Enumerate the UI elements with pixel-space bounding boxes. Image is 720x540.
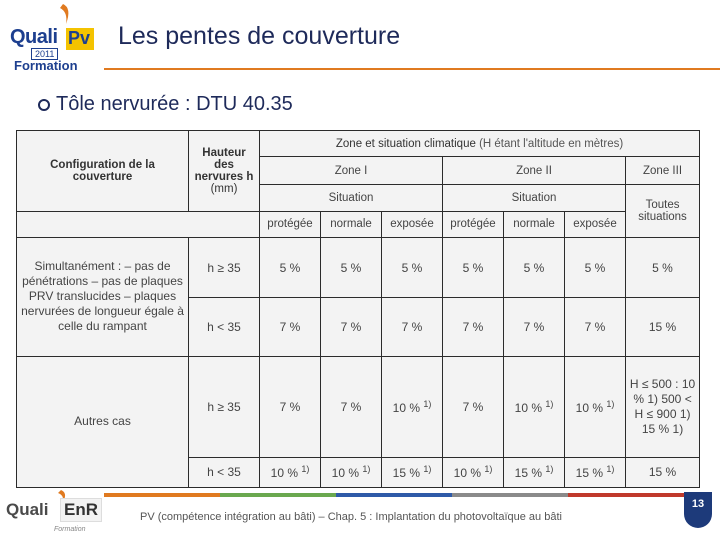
row4-val [504, 457, 565, 487]
row1-val: 5 % [565, 237, 626, 298]
dtu-table-container [16, 130, 699, 488]
row2-val: 15 % [626, 298, 700, 356]
band-segment [452, 493, 568, 497]
row3-val: 7 % [443, 356, 504, 457]
band-segment [568, 493, 684, 497]
header-toutes-situations: Toutes situations [626, 185, 700, 237]
header-hauteur [189, 131, 260, 212]
header-sub-normale-1: normale [321, 211, 382, 237]
footnote-mark: 1) [423, 464, 432, 475]
header-configuration: Configuration de la couverture [17, 131, 189, 212]
row1-val: 5 % [504, 237, 565, 298]
row3-val [504, 356, 565, 457]
row3-val: 7 % [260, 356, 321, 457]
header-sub-exposee-1: exposée [382, 211, 443, 237]
footer-logo-left: Quali [6, 500, 49, 519]
footer-logo-sub: Formation [54, 526, 86, 533]
band-segment [220, 493, 336, 497]
header-zone [260, 131, 700, 157]
band-segment [104, 493, 220, 497]
row1-val: 5 % [626, 237, 700, 298]
config-autres: Autres cas [17, 356, 189, 487]
footnote-mark: 1) [545, 398, 554, 409]
row4-val [260, 457, 321, 487]
row3-val [382, 356, 443, 457]
header-zone-3: Zone III [626, 157, 700, 185]
row3-hauteur: h ≥ 35 [189, 356, 260, 457]
config-simultane: Simultanément : – pas de pénétrations – pas de plaques PRV translucides – plaques nervurées de longueur égale à celle du rampant [17, 237, 189, 356]
bullet-text: Tôle nervurée : DTU 40.35 [56, 93, 293, 115]
title-divider [104, 68, 720, 70]
footnote-mark: 1) [606, 464, 615, 475]
header-sub-protegee-2: protégée [443, 211, 504, 237]
header-sub-normale-2: normale [504, 211, 565, 237]
row4-val-text: 15 % [514, 466, 542, 481]
footnote-mark: 1) [606, 398, 615, 409]
logo-brand-left: Quali [10, 26, 58, 48]
row4-hauteur: h < 35 [189, 457, 260, 487]
bullet-item [38, 93, 293, 116]
header-zone-2: Zone II [443, 157, 626, 185]
page-number-badge [684, 492, 712, 528]
footnote-mark: 1) [484, 464, 493, 475]
header-spacer [17, 211, 260, 237]
row4-val-text: 10 % [453, 466, 481, 481]
row3-val-text: 10 % [575, 400, 603, 415]
row4-val [443, 457, 504, 487]
footnote-mark: 1) [362, 464, 371, 475]
row3-val: 7 % [321, 356, 382, 457]
row1-val: 5 % [382, 237, 443, 298]
row4-val-text: 15 % [392, 466, 420, 481]
header-zone-1: Zone I [260, 157, 443, 185]
footnote-mark: 1) [423, 398, 432, 409]
header-situation-2: Situation [443, 185, 626, 211]
footer-color-band [104, 493, 684, 497]
circle-bullet-icon [38, 99, 50, 111]
row2-hauteur: h < 35 [189, 298, 260, 356]
header-sub-exposee-2: exposée [565, 211, 626, 237]
row3-val-text: 10 % [514, 400, 542, 415]
row2-val: 7 % [321, 298, 382, 356]
footer-text: PV (compétence intégration au bâti) – Chap. 5 : Implantation du photovoltaïque au bâti [140, 511, 562, 523]
row3-zone3-cell: H ≤ 500 : 10 % 1) 500 < H ≤ 900 1) 15 % 1) [626, 356, 700, 457]
row4-val [382, 457, 443, 487]
row4-val: 15 % [626, 457, 700, 487]
logo-year: 2011 [31, 48, 58, 60]
swoosh-icon [60, 4, 72, 24]
row4-val [565, 457, 626, 487]
band-segment [336, 493, 452, 497]
row2-val: 7 % [260, 298, 321, 356]
header-sub-protegee-1: protégée [260, 211, 321, 237]
row4-val-text: 10 % [270, 466, 298, 481]
header-hauteur-unit: (mm) [210, 182, 238, 195]
qualipv-logo [8, 4, 100, 73]
row2-val: 7 % [504, 298, 565, 356]
dtu-table [16, 130, 700, 488]
qualienr-logo [6, 490, 98, 538]
logo-subtitle: Formation [14, 58, 78, 73]
row3-val-text: 10 % [392, 400, 420, 415]
row3-val [565, 356, 626, 457]
page-number: 13 [691, 498, 705, 510]
row4-val-text: 15 % [575, 466, 603, 481]
row1-hauteur: h ≥ 35 [189, 237, 260, 298]
row4-val-text: 10 % [331, 466, 359, 481]
row2-val: 7 % [443, 298, 504, 356]
row1-val: 5 % [443, 237, 504, 298]
header-zone-note: (H étant l'altitude en mètres) [479, 137, 624, 150]
slide-title: Les pentes de couverture [118, 22, 401, 50]
row4-val [321, 457, 382, 487]
row2-val: 7 % [382, 298, 443, 356]
header-hauteur-label: Hauteur des nervures h [194, 146, 254, 183]
row2-val: 7 % [565, 298, 626, 356]
footer-logo-right: EnR [64, 500, 98, 519]
footnote-mark: 1) [545, 464, 554, 475]
row1-val: 5 % [260, 237, 321, 298]
header-situation-1: Situation [260, 185, 443, 211]
row1-val: 5 % [321, 237, 382, 298]
header-zone-label: Zone et situation climatique [335, 137, 476, 150]
footnote-mark: 1) [301, 464, 310, 475]
logo-brand-right: Pv [68, 28, 91, 48]
